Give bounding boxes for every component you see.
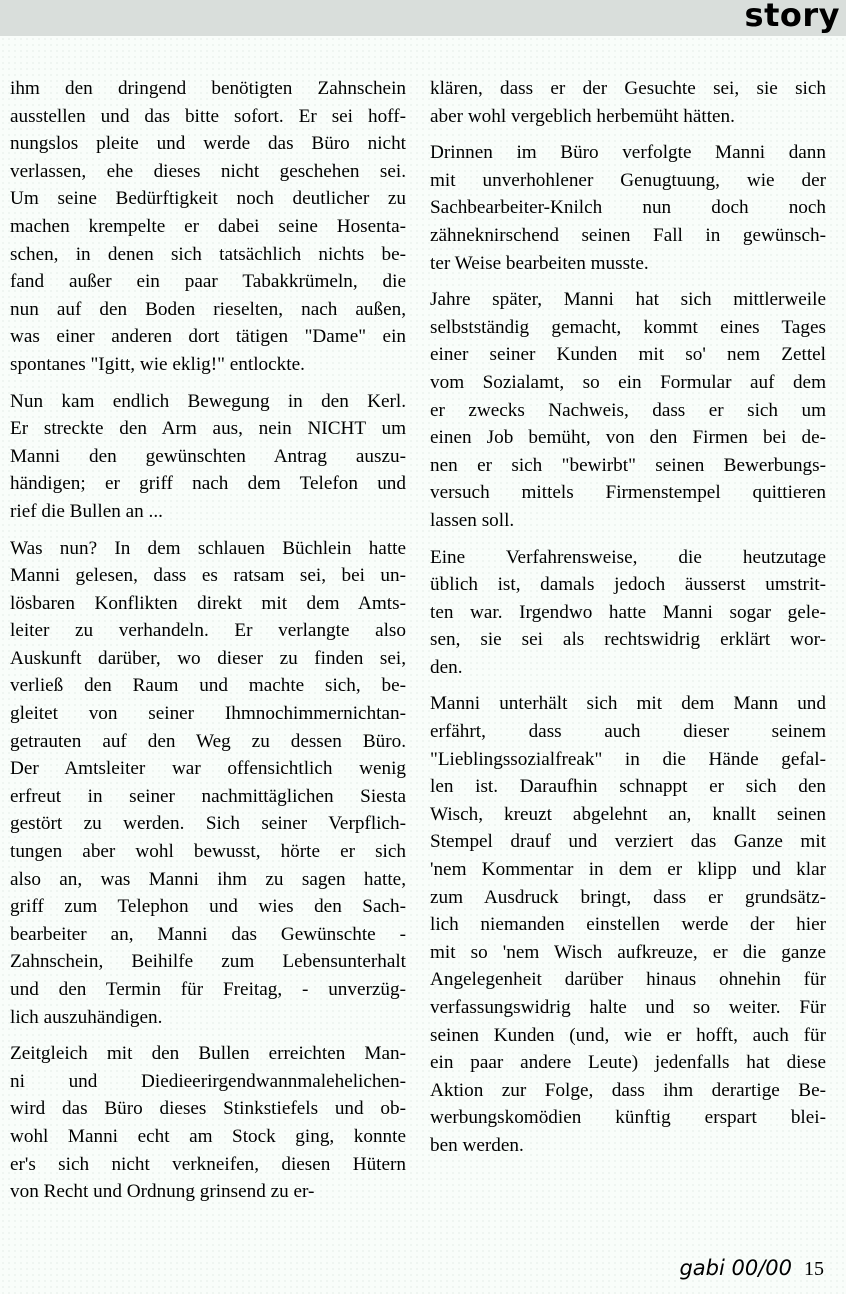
page-number: 15 bbox=[804, 1258, 824, 1280]
text-line: Auskunft darüber, wo dieser zu finden sei, bbox=[10, 647, 406, 669]
text-line: verfassungswidrig halte und so weiter. Für bbox=[430, 997, 826, 1018]
text-line: rief die Bullen an ... bbox=[10, 500, 163, 522]
text-line: len ist. Daraufhin schnappt er sich den bbox=[430, 776, 826, 798]
text-line: Stempel drauf und verziert das Ganze mit bbox=[430, 831, 826, 853]
paragraph bbox=[430, 286, 826, 534]
text-line: ten war. Irgendwo hatte Manni sogar gele- bbox=[430, 601, 826, 623]
text-line: Sachbearbeiter-Knilch nun doch noch bbox=[430, 197, 826, 219]
text-line: ihm den dringend benötigten Zahnschein bbox=[10, 78, 406, 99]
text-line: fand außer ein paar Tabakkrümeln, die bbox=[10, 271, 406, 293]
text-line: mit so 'nem Wisch aufkreuze, er die ganze bbox=[430, 941, 826, 963]
text-line: 'nem Kommentar in dem er klipp und klar bbox=[430, 859, 826, 881]
text-line: ausstellen und das bitte sofort. Er sei hoff- bbox=[10, 105, 406, 127]
section-label: story bbox=[744, 0, 840, 34]
paragraph bbox=[430, 139, 826, 277]
paragraph bbox=[10, 535, 406, 1032]
text-line: nun auf den Boden rieselten, nach außen, bbox=[10, 298, 406, 320]
text-line: nungslos pleite und werde das Büro nicht bbox=[10, 133, 406, 155]
text-line: üblich ist, damals jedoch äusserst umstrit- bbox=[430, 574, 826, 596]
text-line: was einer anderen dort tätigen "Dame" ein bbox=[10, 326, 406, 348]
text-line: Wisch, kreuzt abgelehnt an, knallt seinen bbox=[430, 803, 826, 825]
paragraph bbox=[430, 690, 826, 1159]
text-line: lösbaren Konflikten direkt mit dem Amts- bbox=[10, 592, 406, 614]
text-line: ben werden. bbox=[430, 1134, 524, 1156]
text-line: "Lieblingssozialfreak" in die Hände gefal- bbox=[430, 748, 826, 770]
text-line: also an, was Manni ihm zu sagen hatte, bbox=[10, 868, 406, 890]
text-line: zähneknirschend seinen Fall in gewünsch- bbox=[430, 224, 826, 246]
text-line: verlassen, ehe dieses nicht geschehen sei. bbox=[10, 160, 406, 182]
text-line: zum Ausdruck bringt, dass er grundsätz- bbox=[430, 886, 826, 908]
text-line: wird das Büro dieses Stinkstiefels und ob- bbox=[10, 1098, 406, 1120]
paragraph bbox=[430, 544, 826, 682]
text-line: seinen Kunden (und, wie er hofft, auch für bbox=[430, 1024, 826, 1046]
text-line: nen er sich "bewirbt" seinen Bewerbungs- bbox=[430, 454, 826, 476]
text-line: selbstständig gemacht, kommt eines Tages bbox=[430, 316, 826, 338]
text-line: erfährt, dass auch dieser seinem bbox=[430, 721, 826, 743]
text-line: Drinnen im Büro verfolgte Manni dann bbox=[430, 142, 826, 164]
text-line: Jahre später, Manni hat sich mittlerweile bbox=[430, 289, 826, 311]
paragraph bbox=[10, 1040, 406, 1206]
text-line: lich auszuhändigen. bbox=[10, 1006, 163, 1028]
paragraph bbox=[10, 75, 406, 379]
text-line: gleitet von seiner Ihmnochimmernichtan- bbox=[10, 703, 406, 725]
text-line: er zwecks Nachweis, dass er sich um bbox=[430, 399, 826, 421]
text-line: Was nun? In dem schlauen Büchlein hatte bbox=[10, 537, 406, 559]
text-line: er's sich nicht verkneifen, diesen Hütern bbox=[10, 1153, 406, 1175]
text-line: werbungskomödien künftig erspart blei- bbox=[430, 1107, 826, 1129]
text-line: schen, in denen sich tatsächlich nichts be- bbox=[10, 243, 406, 265]
text-line: Manni den gewünschten Antrag auszu- bbox=[10, 445, 406, 467]
text-line: Zahnschein, Beihilfe zum Lebensunterhalt bbox=[10, 951, 406, 973]
text-line: machen krempelte er dabei seine Hosenta- bbox=[10, 215, 406, 237]
text-line: aber wohl vergeblich herbemüht hätten. bbox=[430, 105, 735, 127]
text-line: bearbeiter an, Manni das Gewünschte - bbox=[10, 923, 406, 945]
text-line: Er streckte den Arm aus, nein NICHT um bbox=[10, 418, 406, 440]
text-line: händigen; er griff nach dem Telefon und bbox=[10, 473, 406, 495]
text-line: spontanes "Igitt, wie eklig!" entlockte. bbox=[10, 353, 305, 375]
paragraph bbox=[10, 388, 406, 526]
text-line: Nun kam endlich Bewegung in den Kerl. bbox=[10, 390, 406, 412]
header-bar bbox=[0, 0, 846, 36]
text-line: leiter zu verhandeln. Er verlangte also bbox=[10, 620, 406, 642]
paragraph bbox=[430, 75, 826, 130]
text-line: lich niemanden einstellen werde der hier bbox=[430, 914, 826, 936]
text-line: Eine Verfahrensweise, die heutzutage bbox=[430, 546, 826, 568]
text-line: Aktion zur Folge, dass ihm derartige Be- bbox=[430, 1079, 826, 1101]
text-line: Zeitgleich mit den Bullen erreichten Man- bbox=[10, 1043, 406, 1065]
text-line: einen Job bemüht, von den Firmen bei de- bbox=[430, 427, 826, 449]
text-line: gestört zu werden. Sich seiner Verpflich- bbox=[10, 813, 406, 835]
text-line: Manni unterhält sich mit dem Mann und bbox=[430, 693, 826, 715]
text-line: erfreut in seiner nachmittäglichen Siesta bbox=[10, 785, 406, 807]
text-line: Der Amtsleiter war offensichtlich wenig bbox=[10, 758, 406, 780]
text-line: getrauten auf den Weg zu dessen Büro. bbox=[10, 730, 406, 752]
text-line: verließ den Raum und machte sich, be- bbox=[10, 675, 406, 697]
text-line: mit unverhohlener Genugtuung, wie der bbox=[430, 169, 826, 191]
text-line: Angelegenheit darüber hinaus ohnehin für bbox=[430, 969, 826, 991]
text-line: griff zum Telephon und wies den Sach- bbox=[10, 896, 406, 918]
text-line: ein paar andere Leute) jedenfalls hat diese bbox=[430, 1052, 826, 1074]
text-line: von Recht und Ordnung grinsend zu er- bbox=[10, 1181, 315, 1203]
left-column bbox=[10, 75, 406, 1215]
text-line: und den Termin für Freitag, - unverzüg- bbox=[10, 979, 406, 1000]
text-line: den. bbox=[430, 656, 463, 678]
text-line: lassen soll. bbox=[430, 509, 515, 531]
text-line: einer seiner Kunden mit so' nem Zettel bbox=[430, 344, 826, 366]
text-line: wohl Manni echt am Stock ging, konnte bbox=[10, 1125, 406, 1147]
text-line: Um seine Bedürftigkeit noch deutlicher zu bbox=[10, 188, 406, 210]
text-line: Manni gelesen, dass es ratsam sei, bei un- bbox=[10, 565, 406, 587]
text-line: versuch mittels Firmenstempel quittieren bbox=[430, 482, 826, 504]
right-column bbox=[430, 75, 826, 1169]
text-line: vom Sozialamt, so ein Formular auf dem bbox=[430, 371, 826, 393]
text-line: klären, dass er der Gesuchte sei, sie sich bbox=[430, 78, 826, 99]
text-line: tungen aber wohl bewusst, hörte er sich bbox=[10, 841, 406, 863]
text-line: sen, sie sei als rechtswidrig erklärt wor- bbox=[430, 629, 826, 651]
text-line: ni und Diedieerirgendwannmalehelichen- bbox=[10, 1070, 406, 1092]
page-footer bbox=[679, 1256, 824, 1281]
magazine-issue: gabi 00/00 bbox=[679, 1256, 792, 1280]
text-line: ter Weise bearbeiten musste. bbox=[430, 252, 649, 274]
